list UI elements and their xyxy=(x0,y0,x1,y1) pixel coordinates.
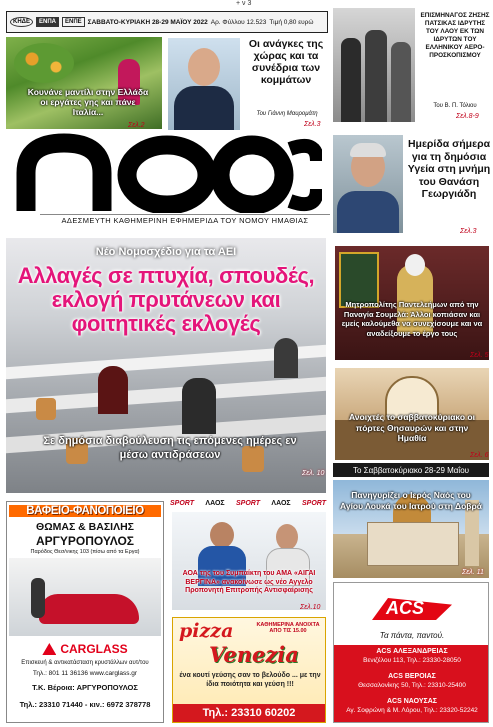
glass-ad-address: Παρόδος Θεσ/νικης 103 (πίσω από τα Εργα) xyxy=(30,549,140,555)
badge-kide: ΚΗΔΕ xyxy=(10,17,33,27)
pizza-ad[interactable] xyxy=(172,617,326,723)
pilot-figure-2 xyxy=(365,30,387,122)
sport-caption: ΑΟΑ της του Συμπαίκτη του ΑΜΑ «ΑΙΓΑΙ ΒΕΡΓΙΝΑ» ανακοίνωσε ως νέο Αγγελο Προπονητή Επιτροπής Αντισφαίρισης xyxy=(182,570,316,594)
logo-letter-sigma xyxy=(290,146,317,204)
lead-headline[interactable]: Αλλαγές σε πτυχία, σπουδές, εκλογή πρυτάνεων και φοιτητικές εκλογές xyxy=(17,263,315,336)
workers-page-ref: Σελ.2 xyxy=(128,122,145,129)
glass-ad-service: Επισκευή & αντικατάσταση κρυστάλλων αυτ/του xyxy=(21,660,149,666)
student-2 xyxy=(182,378,216,434)
sport-label-3: SPORT xyxy=(236,499,260,507)
carglass-logo xyxy=(9,640,161,658)
metropolitan-caption: Μητροπολίτης Παντελεήμων από την Παναγία Σουμελά: Άλλοι κοπιάσαν και εμείς καλούμεθα να συνεχίσουμε και να αναδείξουμε το έργο τους xyxy=(341,300,483,338)
acs-branch-2-name: ACS ΒΕΡΟΙΑΣ xyxy=(388,673,436,680)
chair-1 xyxy=(36,398,56,420)
acs-tagline: Τα πάντα, παντού. xyxy=(379,631,445,640)
weekend-bar xyxy=(333,463,489,477)
header-bar xyxy=(6,11,328,33)
politician-head xyxy=(188,48,220,86)
parties-byline: Του Γιάννη Μαυρομάτη xyxy=(256,111,318,117)
acs-branch-1-address: Βενιζέλου 113, Τηλ.: 23330-28050 xyxy=(363,657,461,664)
acs-branch-3-name: ACS ΝΑΟΥΣΑΣ xyxy=(386,698,438,705)
car-shape xyxy=(39,594,139,624)
doors-photo[interactable] xyxy=(335,368,489,460)
church-body xyxy=(367,522,459,566)
pizza-brand-top: pizza xyxy=(179,620,234,642)
doors-page-ref: Σελ. 6 xyxy=(470,452,489,459)
issue-date: ΣΑΒΒΑΤΟ-ΚΥΡΙΑΚΗ 28-29 ΜΑΪΟΥ 2022 xyxy=(87,18,208,26)
glass-ad[interactable] xyxy=(6,501,164,723)
sport-label-1: SPORT xyxy=(170,499,194,507)
masthead-tagline: ΑΔΕΣΜΕΥΤΗ ΚΑΘΗΜΕΡΙΝΗ ΕΦΗΜΕΡΙΔΑ ΤΟΥ ΝΟΜΟΥ ΗΜΑΘΙΑΣ xyxy=(40,214,330,225)
logo-letter-lambda xyxy=(26,143,102,211)
acs-branch-3-address: Αγ. Σοφρώνη & Μ. Λόρου, Τηλ.: 23320-52242 xyxy=(346,707,478,714)
metropolitan-photo[interactable] xyxy=(335,246,489,360)
politician-suit xyxy=(174,86,234,130)
event-headline[interactable]: Ημερίδα σήμερα για τη δημόσια Υγεία στη μνήμη του Θανάση Γεωργιάδη xyxy=(407,138,491,200)
doors-caption: Ανοιχτές το σαββατοκύριακο οι πόρτες Θησαυρών και στην Ημαθία xyxy=(348,412,475,443)
acs-wordmark: ACS xyxy=(386,598,425,618)
masthead-logo xyxy=(12,131,322,213)
pilot-photo[interactable] xyxy=(333,8,415,122)
student-1 xyxy=(98,366,128,414)
sport-label-4: ΛΑΟΣ xyxy=(271,499,291,507)
glass-ad-contact: Τηλ.: 801 11 36136 www.carglass.gr xyxy=(32,670,138,677)
georgiadis-photo[interactable] xyxy=(333,135,403,233)
masthead-logo-text xyxy=(0,0,1,1)
metropolitan-head xyxy=(405,254,425,276)
painter-figure xyxy=(31,578,45,618)
event-page-ref: Σελ.3 xyxy=(460,228,477,235)
church-photo[interactable] xyxy=(333,480,489,578)
acs-branch-2-address: Θεσσαλονίκης 50, Τηλ.: 23310-25400 xyxy=(358,682,466,689)
acs-logo xyxy=(372,592,452,626)
parties-page-ref: Σελ.3 xyxy=(304,121,321,128)
acs-ad[interactable] xyxy=(333,582,489,723)
carglass-icon xyxy=(42,643,56,655)
lead-page-ref: Σελ. 10 xyxy=(302,470,325,477)
glass-ad-owner-1: ΘΩΜΑΣ & ΒΑΣΙΛΗΣ xyxy=(36,521,134,533)
pizza-slogan: ένα κουτί γεύσης σαν το βελούδο ... με την ίδια ποιότητα και γεύση !!! xyxy=(179,672,321,688)
church-page-ref: Σελ. 11 xyxy=(462,569,484,576)
lead-kicker: Νέο Νομοσχέδιο για τα ΑΕΙ xyxy=(95,246,237,258)
glass-ad-city: Τ.Κ. Βέροια: ΑΡΓΥΡΟΠΟΥΛΟΣ xyxy=(32,683,138,692)
issue-price: Τιμή 0,80 ευρώ xyxy=(269,18,314,26)
paint-booth-photo xyxy=(9,558,161,636)
pilot-headline[interactable]: ΕΠΙΣΜΗΝΑΓΟΣ ΖΗΣΗΣ ΠΑΤΣΙΚΑΣ ΙΔΡΥΤΗΣ ΤΟΥ ΛΑΟΥ ΕΚ ΤΩΝ ΙΔΡΥΤΩΝ ΤΟΥ ΕΛΛΗΝΙΚΟΥ ΑΕΡΟ-ΠΡΟΣΚΟΠΙΣΜΟΥ xyxy=(420,12,490,59)
orange-tree-shape xyxy=(14,43,74,83)
sport-page-ref: Σελ.10 xyxy=(300,604,321,611)
glass-ad-owner-2: ΑΡΓΥΡΟΠΟΥΛΟΣ xyxy=(35,534,135,548)
pizza-tagline-top: ΚΑΘΗΜΕΡΙΝΑ ΑΝΟΙΧΤΑ ΑΠΟ ΤΙΣ 15.00 xyxy=(256,622,320,634)
metropolitan-page-ref: Σελ. 5 xyxy=(470,352,489,359)
pizza-phone: Τηλ.: 23310 60202 xyxy=(173,704,325,722)
coach-head xyxy=(210,522,234,548)
acs-branches-panel xyxy=(334,645,489,723)
pilot-figure-3 xyxy=(391,42,411,122)
glass-ad-phones: Τηλ.: 23310 71440 - κιν.: 6972 378778 xyxy=(19,700,151,709)
logo-letter-omega xyxy=(220,145,284,205)
badge-enpa: ΕΝΠΑ xyxy=(36,17,59,27)
pilot-figure-1 xyxy=(341,38,361,122)
top-marker: + ν 3 xyxy=(236,0,252,7)
church-caption: Πανηγυρίζει ο Ιερός Ναός του Αγίου Λουκά του Ιατρού στη Δοβρά xyxy=(340,490,482,511)
georgiadis-hair xyxy=(350,143,386,157)
sport-label-5: SPORT xyxy=(302,499,326,507)
lead-subhead: Σε δημόσια διαβούλευση τις επόμενες ημέρες εν μέσω αντιδράσεων xyxy=(43,435,297,461)
weekend-label: Το Σαββατοκύριακο 28-29 Μαΐου xyxy=(352,465,470,475)
carglass-wordmark: CARGLASS xyxy=(60,642,128,656)
badge-enpe: ΕΝΠΕ xyxy=(62,17,85,27)
logo-letter-alpha xyxy=(127,145,207,205)
parties-headline[interactable]: Οι ανάγκες της χώρας και τα συνέδρια των κομμάτων xyxy=(248,38,324,86)
pizza-brand-bottom: Venezia xyxy=(209,642,299,667)
georgiadis-shirt xyxy=(337,191,399,233)
student-3 xyxy=(274,338,298,378)
pilot-byline: Του Β. Π. Τόλιου xyxy=(433,103,477,109)
issue-number: Αρ. Φύλλου 12.523 xyxy=(210,18,267,26)
acs-logo-block xyxy=(334,583,489,635)
sport-strip xyxy=(170,497,326,509)
sport-label-2: ΛΑΟΣ xyxy=(205,499,225,507)
workers-photo[interactable] xyxy=(6,37,162,129)
workers-caption: Κουνάνε μαντίλι στην Ελλάδα οι εργάτες γης και πάνε Ιταλία... xyxy=(27,87,149,117)
pilot-page-ref: Σελ.8-9 xyxy=(456,113,479,120)
acs-branch-1-name: ACS ΑΛΕΞΑΝΔΡΕΙΑΣ xyxy=(376,648,448,655)
official-head xyxy=(276,524,298,550)
glass-ad-title: ΒΑΦΕΙΟ-ΦΑΝΟΠΟΙΕΙΟ xyxy=(9,505,161,517)
sport-photo[interactable] xyxy=(172,512,326,610)
politician-photo[interactable] xyxy=(168,38,240,130)
